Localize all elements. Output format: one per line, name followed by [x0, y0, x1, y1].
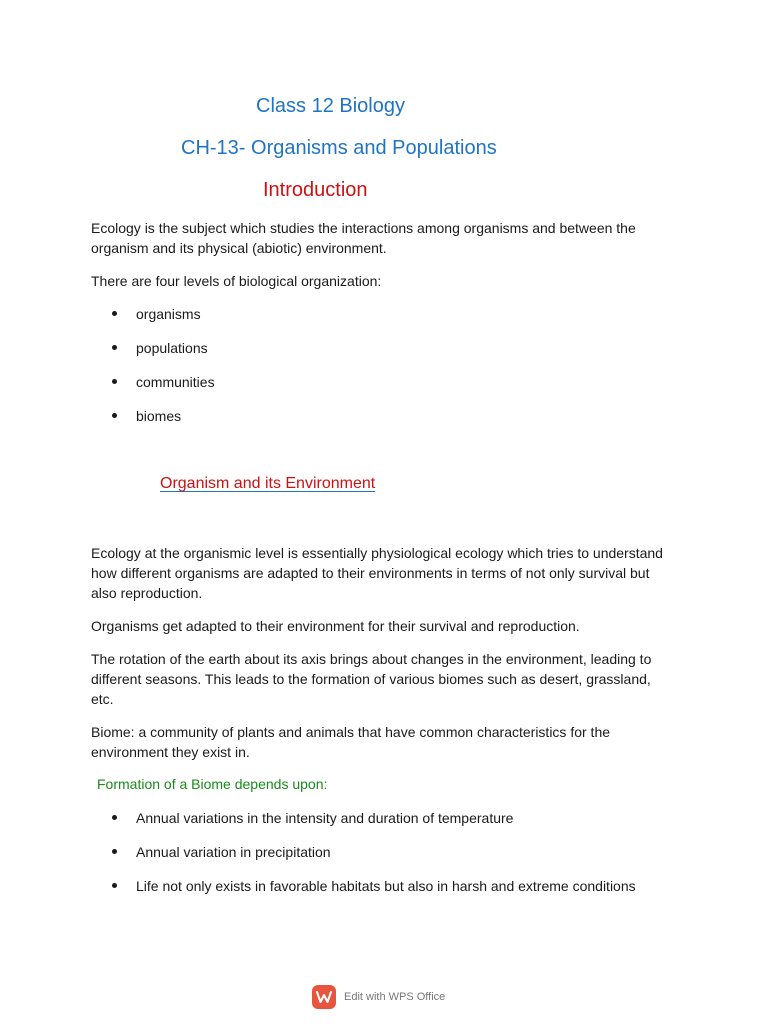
- environment-heading: Organism and its Environment: [160, 475, 376, 492]
- bullet-icon: [112, 815, 117, 820]
- bullet-icon: [112, 849, 117, 854]
- env-p1-line-3: also reproduction.: [91, 585, 203, 601]
- env-p1-line-2: how different organisms are adapted to their environments in terms of not only survival but: [91, 565, 650, 581]
- list-item-text: biomes: [136, 408, 182, 424]
- wps-edit-badge[interactable]: [312, 985, 445, 1009]
- wps-edit-label: Edit with WPS Office: [344, 991, 446, 1003]
- bullet-icon: [112, 311, 117, 316]
- list-item-text: Life not only exists in favorable habitats but also in harsh and extreme conditions: [136, 878, 636, 894]
- class-title: Class 12 Biology: [256, 95, 405, 117]
- intro-paragraph: [91, 218, 691, 258]
- bullet-icon: [112, 345, 117, 350]
- chapter-title: CH-13- Organisms and Populations: [181, 137, 497, 159]
- bullet-icon: [112, 379, 117, 384]
- biome-def-line-2: environment they exist in.: [91, 744, 250, 760]
- bullet-icon: [112, 883, 117, 888]
- biome-formation-heading: Formation of a Biome depends upon:: [97, 776, 328, 792]
- environment-paragraph-1: [91, 543, 691, 603]
- wps-logo-icon: [312, 985, 336, 1009]
- biome-definition: [91, 722, 691, 762]
- environment-paragraph-2: Organisms get adapted to their environment for their survival and reproduction.: [91, 618, 580, 634]
- list-item-text: populations: [136, 340, 208, 356]
- biome-def-line-1: Biome: a community of plants and animals that have common characteristics for the: [91, 724, 611, 740]
- env-p3-line-1: The rotation of the earth about its axis brings about changes in the environment, leading to: [91, 651, 652, 667]
- env-p1-line-1: Ecology at the organismic level is essentially physiological ecology which tries to understand: [91, 545, 663, 561]
- env-p3-line-3: etc.: [91, 691, 114, 707]
- list-item-text: Annual variation in precipitation: [136, 844, 331, 860]
- list-item-text: communities: [136, 374, 215, 390]
- list-item-text: organisms: [136, 306, 201, 322]
- introduction-heading: Introduction: [263, 179, 368, 201]
- intro-line-2: organism and its physical (abiotic) environment.: [91, 240, 387, 256]
- intro-line-1: Ecology is the subject which studies the interactions among organisms and between the: [91, 220, 636, 236]
- env-p3-line-2: different seasons. This leads to the formation of various biomes such as desert, grassland,: [91, 671, 651, 687]
- environment-paragraph-3: [91, 649, 691, 709]
- levels-intro: There are four levels of biological organization:: [91, 273, 382, 289]
- bullet-icon: [112, 413, 117, 418]
- list-item-text: Annual variations in the intensity and duration of temperature: [136, 810, 514, 826]
